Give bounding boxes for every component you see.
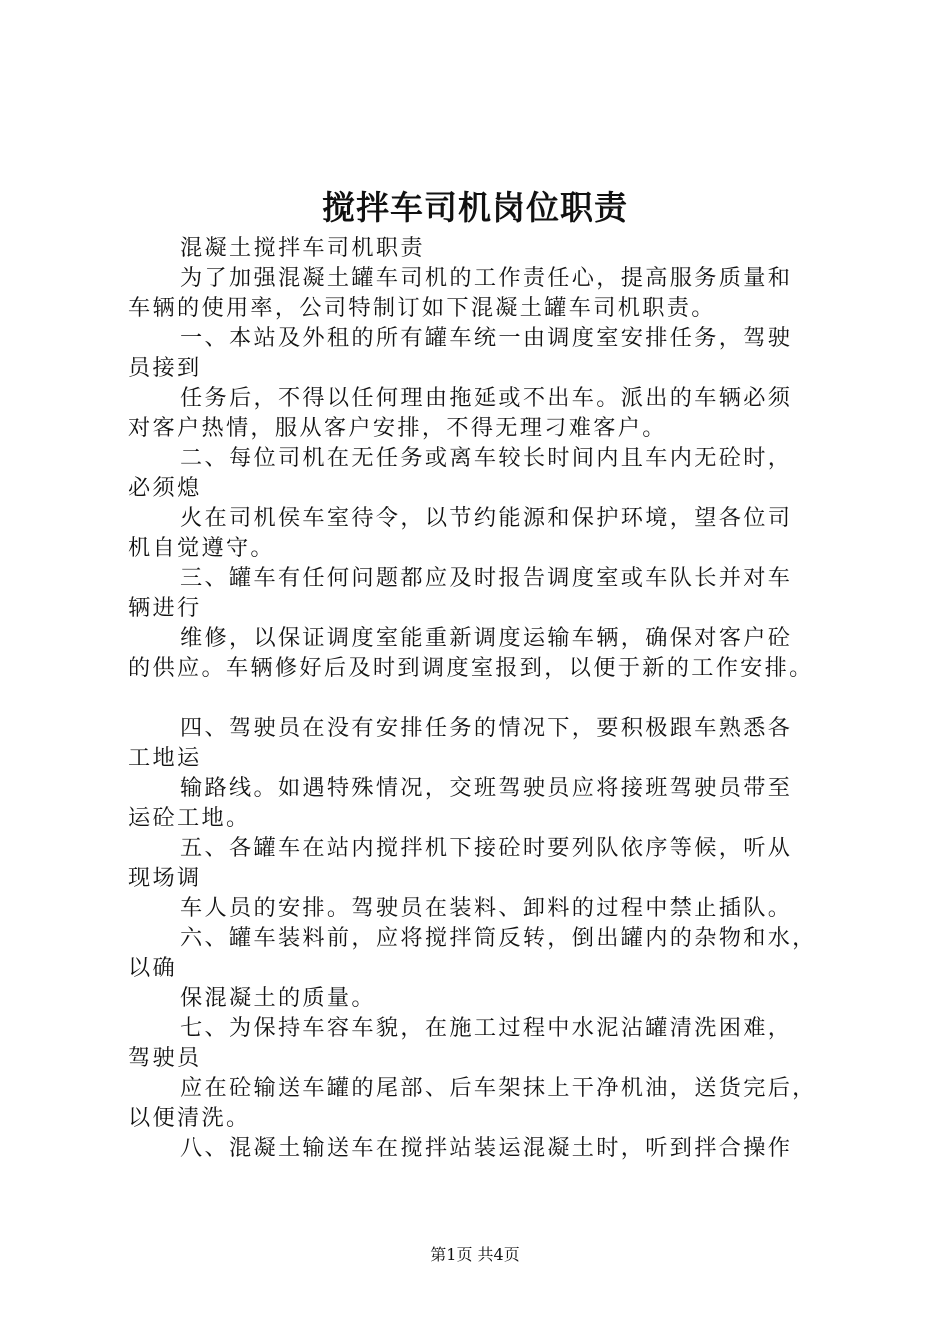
text-line: 四、驾驶员在没有安排任务的情况下，要积极跟车熟悉各 [180,715,793,741]
text-line: 应在砼输送车罐的尾部、后车架抹上干净机油，送货完后， [180,1075,817,1101]
text-line: 车人员的安排。驾驶员在装料、卸料的过程中禁止插队。 [180,895,793,921]
text-line: 现场调 [128,865,202,891]
text-line: 任务后，不得以任何理由拖延或不出车。派出的车辆必须 [180,385,793,411]
text-line: 车辆的使用率，公司特制订如下混凝土罐车司机职责。 [128,295,716,321]
text-line: 以确 [128,955,177,981]
text-line: 八、混凝土输送车在搅拌站装运混凝土时，听到拌合操作 [180,1135,793,1161]
text-line: 输路线。如遇特殊情况，交班驾驶员应将接班驾驶员带至 [180,775,793,801]
text-line: 员接到 [128,355,202,381]
text-line: 二、每位司机在无任务或离车较长时间内且车内无砼时， [180,445,793,471]
text-line: 运砼工地。 [128,805,251,831]
text-line: 工地运 [128,745,202,771]
text-line: 混凝土搅拌车司机职责 [180,235,425,261]
text-line: 驾驶员 [128,1045,202,1071]
text-line: 七、为保持车容车貌，在施工过程中水泥沾罐清洗困难， [180,1015,793,1041]
text-line: 必须熄 [128,475,202,501]
document-body [128,233,832,1163]
blank-line [128,683,832,713]
page-title: 搅拌车司机岗位职责 [322,188,628,227]
text-line: 对客户热情，服从客户安排，不得无理刁难客户。 [128,415,667,441]
text-line: 以便清洗。 [128,1105,251,1131]
text-line: 保混凝土的质量。 [180,985,376,1011]
text-line: 三、罐车有任何问题都应及时报告调度室或车队长并对车 [180,565,793,591]
text-line: 的供应。车辆修好后及时到调度室报到，以便于新的工作安排。 [128,655,814,681]
text-line: 一、本站及外租的所有罐车统一由调度室安排任务，驾驶 [180,325,793,351]
text-line: 维修，以保证调度室能重新调度运输车辆，确保对客户砼 [180,625,793,651]
text-line: 五、各罐车在站内搅拌机下接砼时要列队依序等候，听从 [180,835,793,861]
page-number-footer: 第1页 共4页 [430,1245,520,1264]
text-line: 火在司机侯车室待令，以节约能源和保护环境，望各位司 [180,505,793,531]
text-line: 为了加强混凝土罐车司机的工作责任心，提高服务质量和 [180,265,793,291]
text-line: 辆进行 [128,595,202,621]
text-line: 机自觉遵守。 [128,535,275,561]
text-line: 六、罐车装料前，应将搅拌筒反转，倒出罐内的杂物和水， [180,925,817,951]
